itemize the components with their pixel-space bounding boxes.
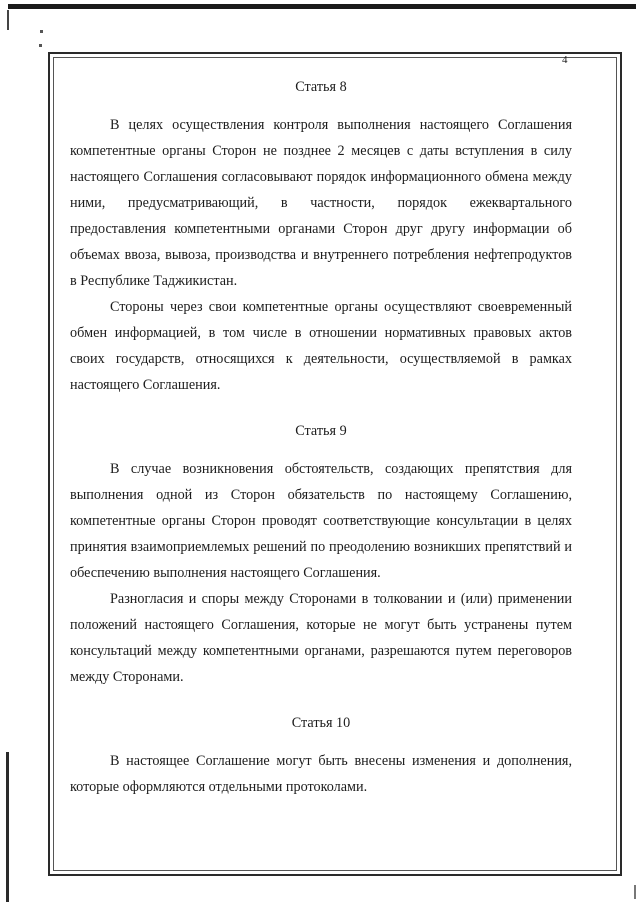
article-title: Статья 9 [295, 423, 347, 439]
scan-speck [39, 44, 42, 47]
document-body [70, 70, 572, 800]
article-paragraph: Стороны через свои компетентные органы осуществляют своевременный обмен информацией, в том числе в отношении нормативных правовых актов своих государств, относящихся к деятельности, осуществляемой в рамках настоящего Соглашения. [70, 299, 572, 393]
article-9 [70, 418, 572, 690]
article-paragraph: Разногласия и споры между Сторонами в толковании и (или) применении положений настоящего Соглашения, которые не могут быть устранены путем консультаций между компетентными органами, разрешаются путем переговоров между Сторонами. [70, 591, 572, 685]
article-paragraph: В случае возникновения обстоятельств, создающих препятствия для выполнения одной из Сторон обязательств по настоящему Соглашению, компетентные органы Сторон проводят соответствующие консультации в целях принятия взаимоприемлемых решений по преодолению возникших препятствий и обеспечению выполнения настоящего Соглашения. [70, 461, 572, 581]
article-paragraph: В настоящее Соглашение могут быть внесены изменения и дополнения, которые оформляются отдельными протоколами. [70, 753, 572, 795]
scan-edge-left [6, 752, 9, 902]
article-8 [70, 74, 572, 398]
scan-edge-top [8, 4, 636, 9]
scan-edge-right [634, 885, 636, 899]
article-paragraph: В целях осуществления контроля выполнения настоящего Соглашения компетентные органы Сторон не позднее 2 месяцев с даты вступления в силу настоящего Соглашения согласовывают порядок информационного обмена между ними, предусматривающий, в частности, порядок ежеквартального предоставления компетентными органами Сторон друг другу информации об объемах ввоза, вывоза, производства и внутреннего потребления нефтепродуктов в Республике Таджикистан. [70, 117, 572, 289]
scan-speck [40, 30, 43, 33]
article-title: Статья 10 [291, 715, 351, 731]
scan-edge-left-top [7, 10, 9, 30]
article-10 [70, 710, 572, 800]
article-title: Статья 8 [295, 79, 347, 95]
page-number: 4 [562, 54, 568, 66]
